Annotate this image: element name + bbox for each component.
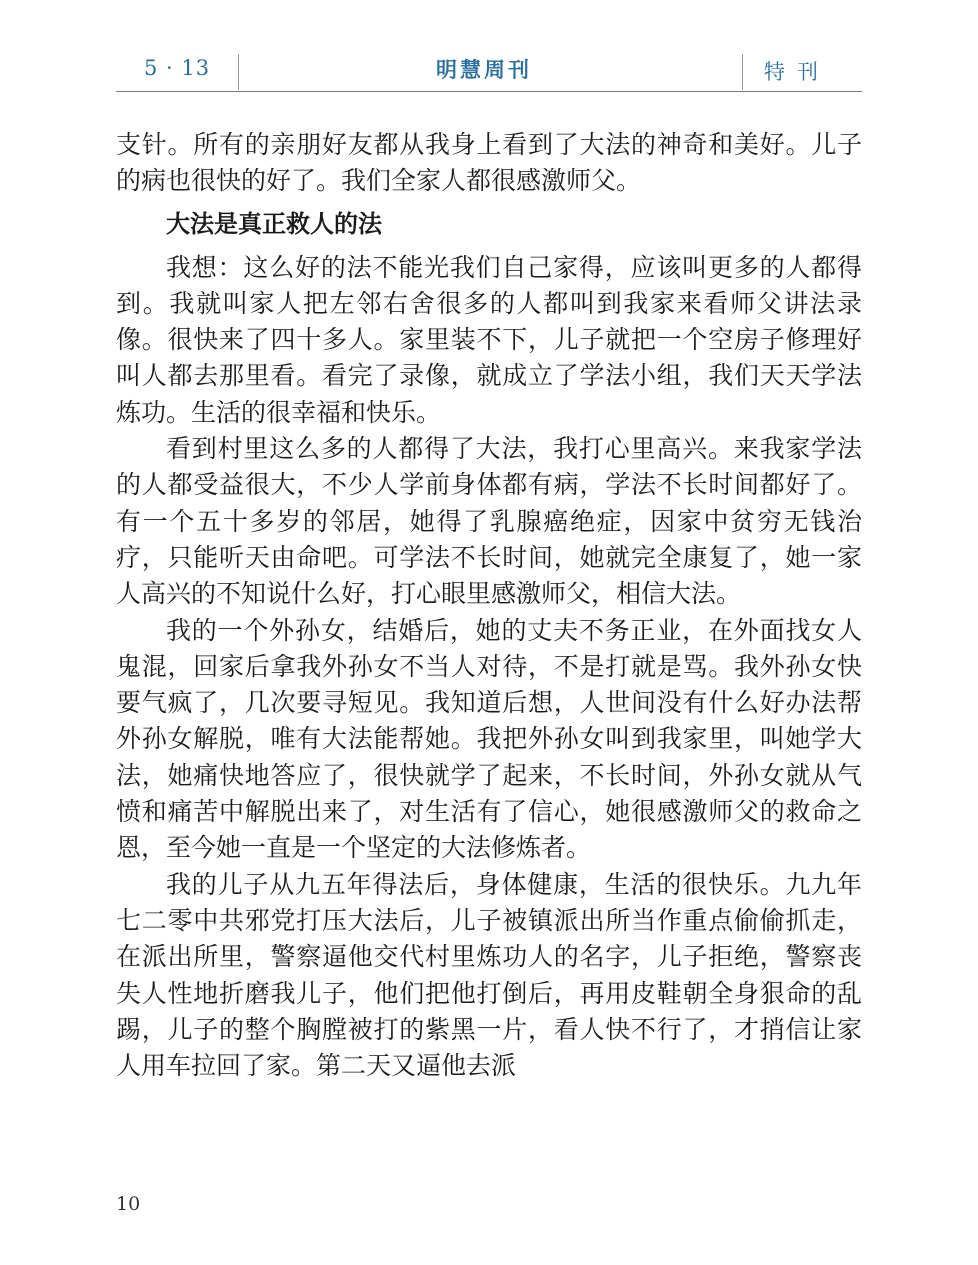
header-divider-left [238, 54, 239, 90]
running-header [116, 50, 862, 92]
issue-number: 5 · 13 [144, 56, 211, 80]
paragraph-continued: 支针。所有的亲朋好友都从我身上看到了大法的神奇和美好。儿子的病也很快的好了。我们全家人都很感激师父。 [116, 130, 862, 196]
publication-title: 明慧周刊 [436, 58, 532, 82]
paragraph: 我的儿子从九五年得法后，身体健康，生活的很快乐。九九年七二零中共邪党打压大法后，儿子被镇派出所当作重点偷偷抓走，在派出所里，警察逼他交代村里炼功人的名字，儿子拒绝，警察丧失人性地折磨我儿子，他们把他打倒后，再用皮鞋朝全身狠命的乱踢，儿子的整个胸膛被打的紫黑一片，看人快不行了，才捎信让家人用车拉回了家。第二天又逼他去派 [116, 869, 862, 1081]
header-rule [116, 91, 862, 92]
page-number: 10 [116, 1193, 141, 1215]
paragraph: 我想：这么好的法不能光我们自己家得，应该叫更多的人都得到。我就叫家人把左邻右舍很多的人都叫到我家来看师父讲法录像。很快来了四十多人。家里装不下，儿子就把一个空房子修理好叫人都去那里看。看完了录像，就成立了学法小组，我们天天学法炼功。生活的很幸福和快乐。 [116, 252, 862, 427]
header-divider-right [742, 54, 743, 90]
section-label: 特刊 [764, 60, 830, 84]
paragraph: 我的一个外孙女，结婚后，她的丈夫不务正业，在外面找女人鬼混，回家后拿我外孙女不当人对待，不是打就是骂。我外孙女快要气疯了，几次要寻短见。我知道后想，人世间没有什么好办法帮外孙女解脱，唯有大法能帮她。我把外孙女叫到我家里，叫她学大法，她痛快地答应了，很快就学了起来，不长时间，外孙女就从气愤和痛苦中解脱出来了，对生活有了信心，她很感激师父的救命之恩，至今她一直是一个坚定的大法修炼者。 [116, 615, 862, 863]
article-body [116, 127, 862, 1084]
section-heading: 大法是真正救人的法 [166, 209, 382, 238]
paragraph: 看到村里这么多的人都得了大法，我打心里高兴。来我家学法的人都受益很大，不少人学前身体都有病，学法不长时间都好了。有一个五十多岁的邻居，她得了乳腺癌绝症，因家中贫穷无钱治疗，只能听天由命吧。可学法不长时间，她就完全康复了，她一家人高兴的不知说什么好，打心眼里感激师父，相信大法。 [116, 434, 862, 609]
